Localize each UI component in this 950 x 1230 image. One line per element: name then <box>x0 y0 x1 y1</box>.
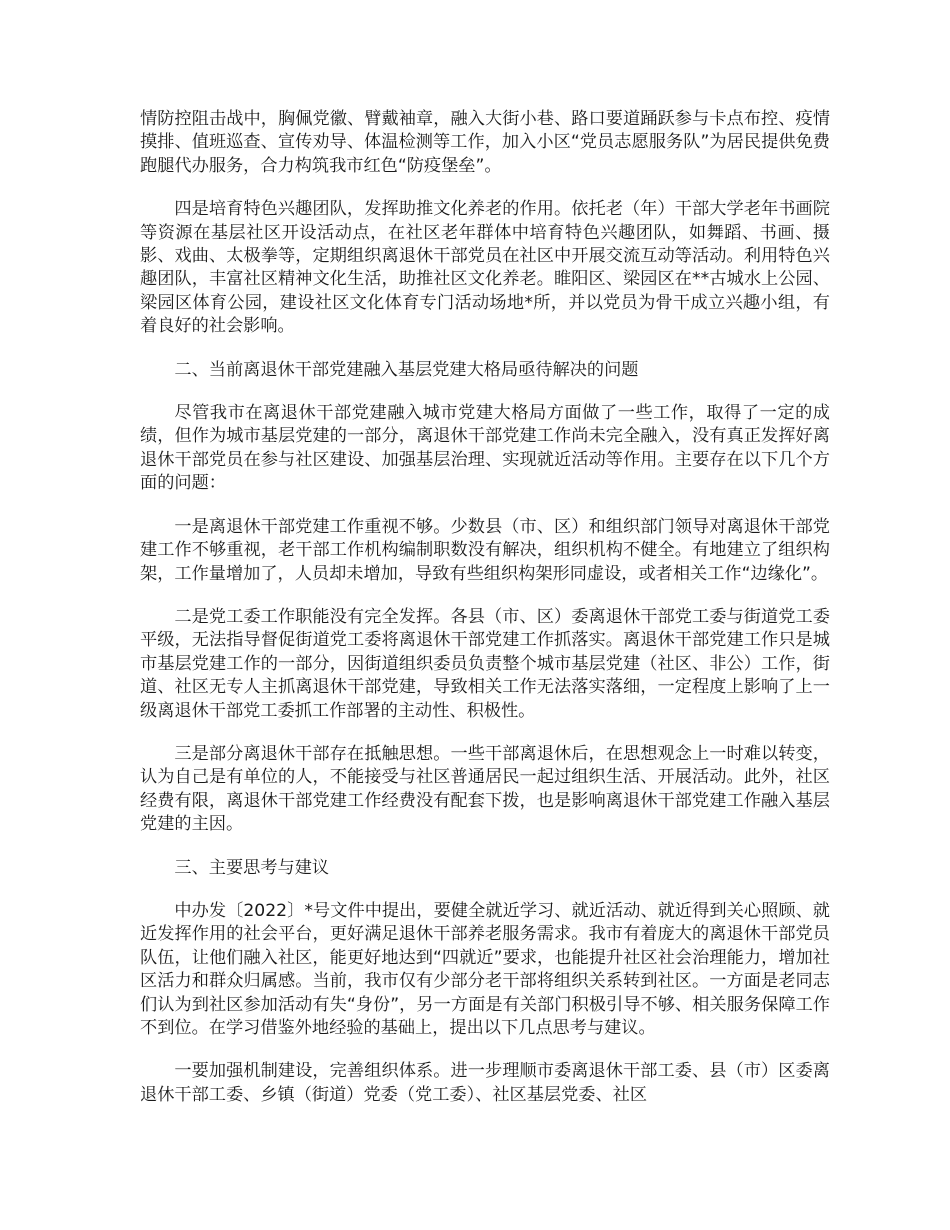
section-heading-suggestions: 三、主要思考与建议 <box>174 857 330 878</box>
paragraph-suggestion-one: 一要加强机制建设，完善组织体系。进一步理顺市委离退休干部工委、县（市）区委离退休干部工委、乡镇（街道）党委（党工委）、社区基层党委、社区 <box>140 1061 830 1105</box>
paragraph-problem-one: 一是离退休干部党建工作重视不够。少数县（市、区）和组织部门领导对离退休干部党建工作不够重视，老干部工作机构编制职数没有解决，组织机构不健全。有地建立了组织构架，工作量增加了，人员却未增加，导致有些组织构架形同虚设，或者相关工作“边缘化”。 <box>140 516 830 584</box>
section-heading-problems: 二、当前离退休干部党建融入基层党建大格局亟待解决的问题 <box>174 359 639 380</box>
paragraph-problem-three: 三是部分离退休干部存在抵触思想。一些干部离退休后，在思想观念上一时难以转变，认为自己是有单位的人，不能接受与社区普通居民一起过组织生活、开展活动。此外，社区经费有限，离退休干部党建工作经费没有配套下拨，也是影响离退休干部党建工作融入基层党建的主因。 <box>140 743 830 835</box>
paragraph-problem-two: 二是党工委工作职能没有完全发挥。各县（市、区）委离退休干部党工委与街道党工委平级，无法指导督促街道党工委将离退休干部党建工作抓落实。离退休干部党建工作只是城市基层党建工作的一部分，因街道组织委员负责整个城市基层党建（社区、非公）工作，街道、社区无专人主抓离退休干部党建，导致相关工作无法落实落细，一定程度上影响了上一级离退休干部党工委抓工作部署的主动性、积极性。 <box>140 606 830 721</box>
document-body <box>140 108 830 1127</box>
paragraph-continuation: 情防控阻击战中，胸佩党徽、臂戴袖章，融入大街小巷、路口要道踊跃参与卡点布控、疫情摸排、值班巡查、宣传劝导、体温检测等工作，加入小区“党员志愿服务队”为居民提供免费跑腿代办服务，合力构筑我市红色“防疫堡垒”。 <box>140 109 830 176</box>
paragraph-point-four: 四是培育特色兴趣团队，发挥助推文化养老的作用。依托老（年）干部大学老年书画院等资源在基层社区开设活动点，在社区老年群体中培育特色兴趣团队，如舞蹈、书画、摄影、戏曲、太极拳等，定期组织离退休干部党员在社区中开展交流互动等活动。利用特色兴趣团队，丰富社区精神文化生活，助推社区文化养老。睢阳区、梁园区在**古城水上公园、梁园区体育公园，建设社区文化体育专门活动场地*所，并以党员为骨干成立兴趣小组，有着良好的社会影响。 <box>140 199 830 337</box>
paragraph-problems-intro: 尽管我市在离退休干部党建融入城市党建大格局方面做了一些工作，取得了一定的成绩，但作为城市基层党建的一部分，离退休干部党建工作尚未完全融入，没有真正发挥好离退休干部党员在参与社区建设、加强基层治理、实现就近活动等作用。主要存在以下几个方面的问题： <box>140 403 830 494</box>
paragraph-suggestions-intro: 中办发〔2022〕*号文件中提出，要健全就近学习、就近活动、就近得到关心照顾、就近发挥作用的社会平台，更好满足退休干部养老服务需求。我市有着庞大的离退休干部党员队伍，让他们融入社区，能更好地达到“四就近”要求，也能提升社区社会治理能力，增加社区活力和群众归属感。当前，我市仅有少部分老干部将组织关系转到社区。一方面是老同志们认为到社区参加活动有失“身份”，另一方面是有关部门积极引导不够、相关服务保障工作不到位。在学习借鉴外地经验的基础上，提出以下几点思考与建议。 <box>140 900 830 1038</box>
